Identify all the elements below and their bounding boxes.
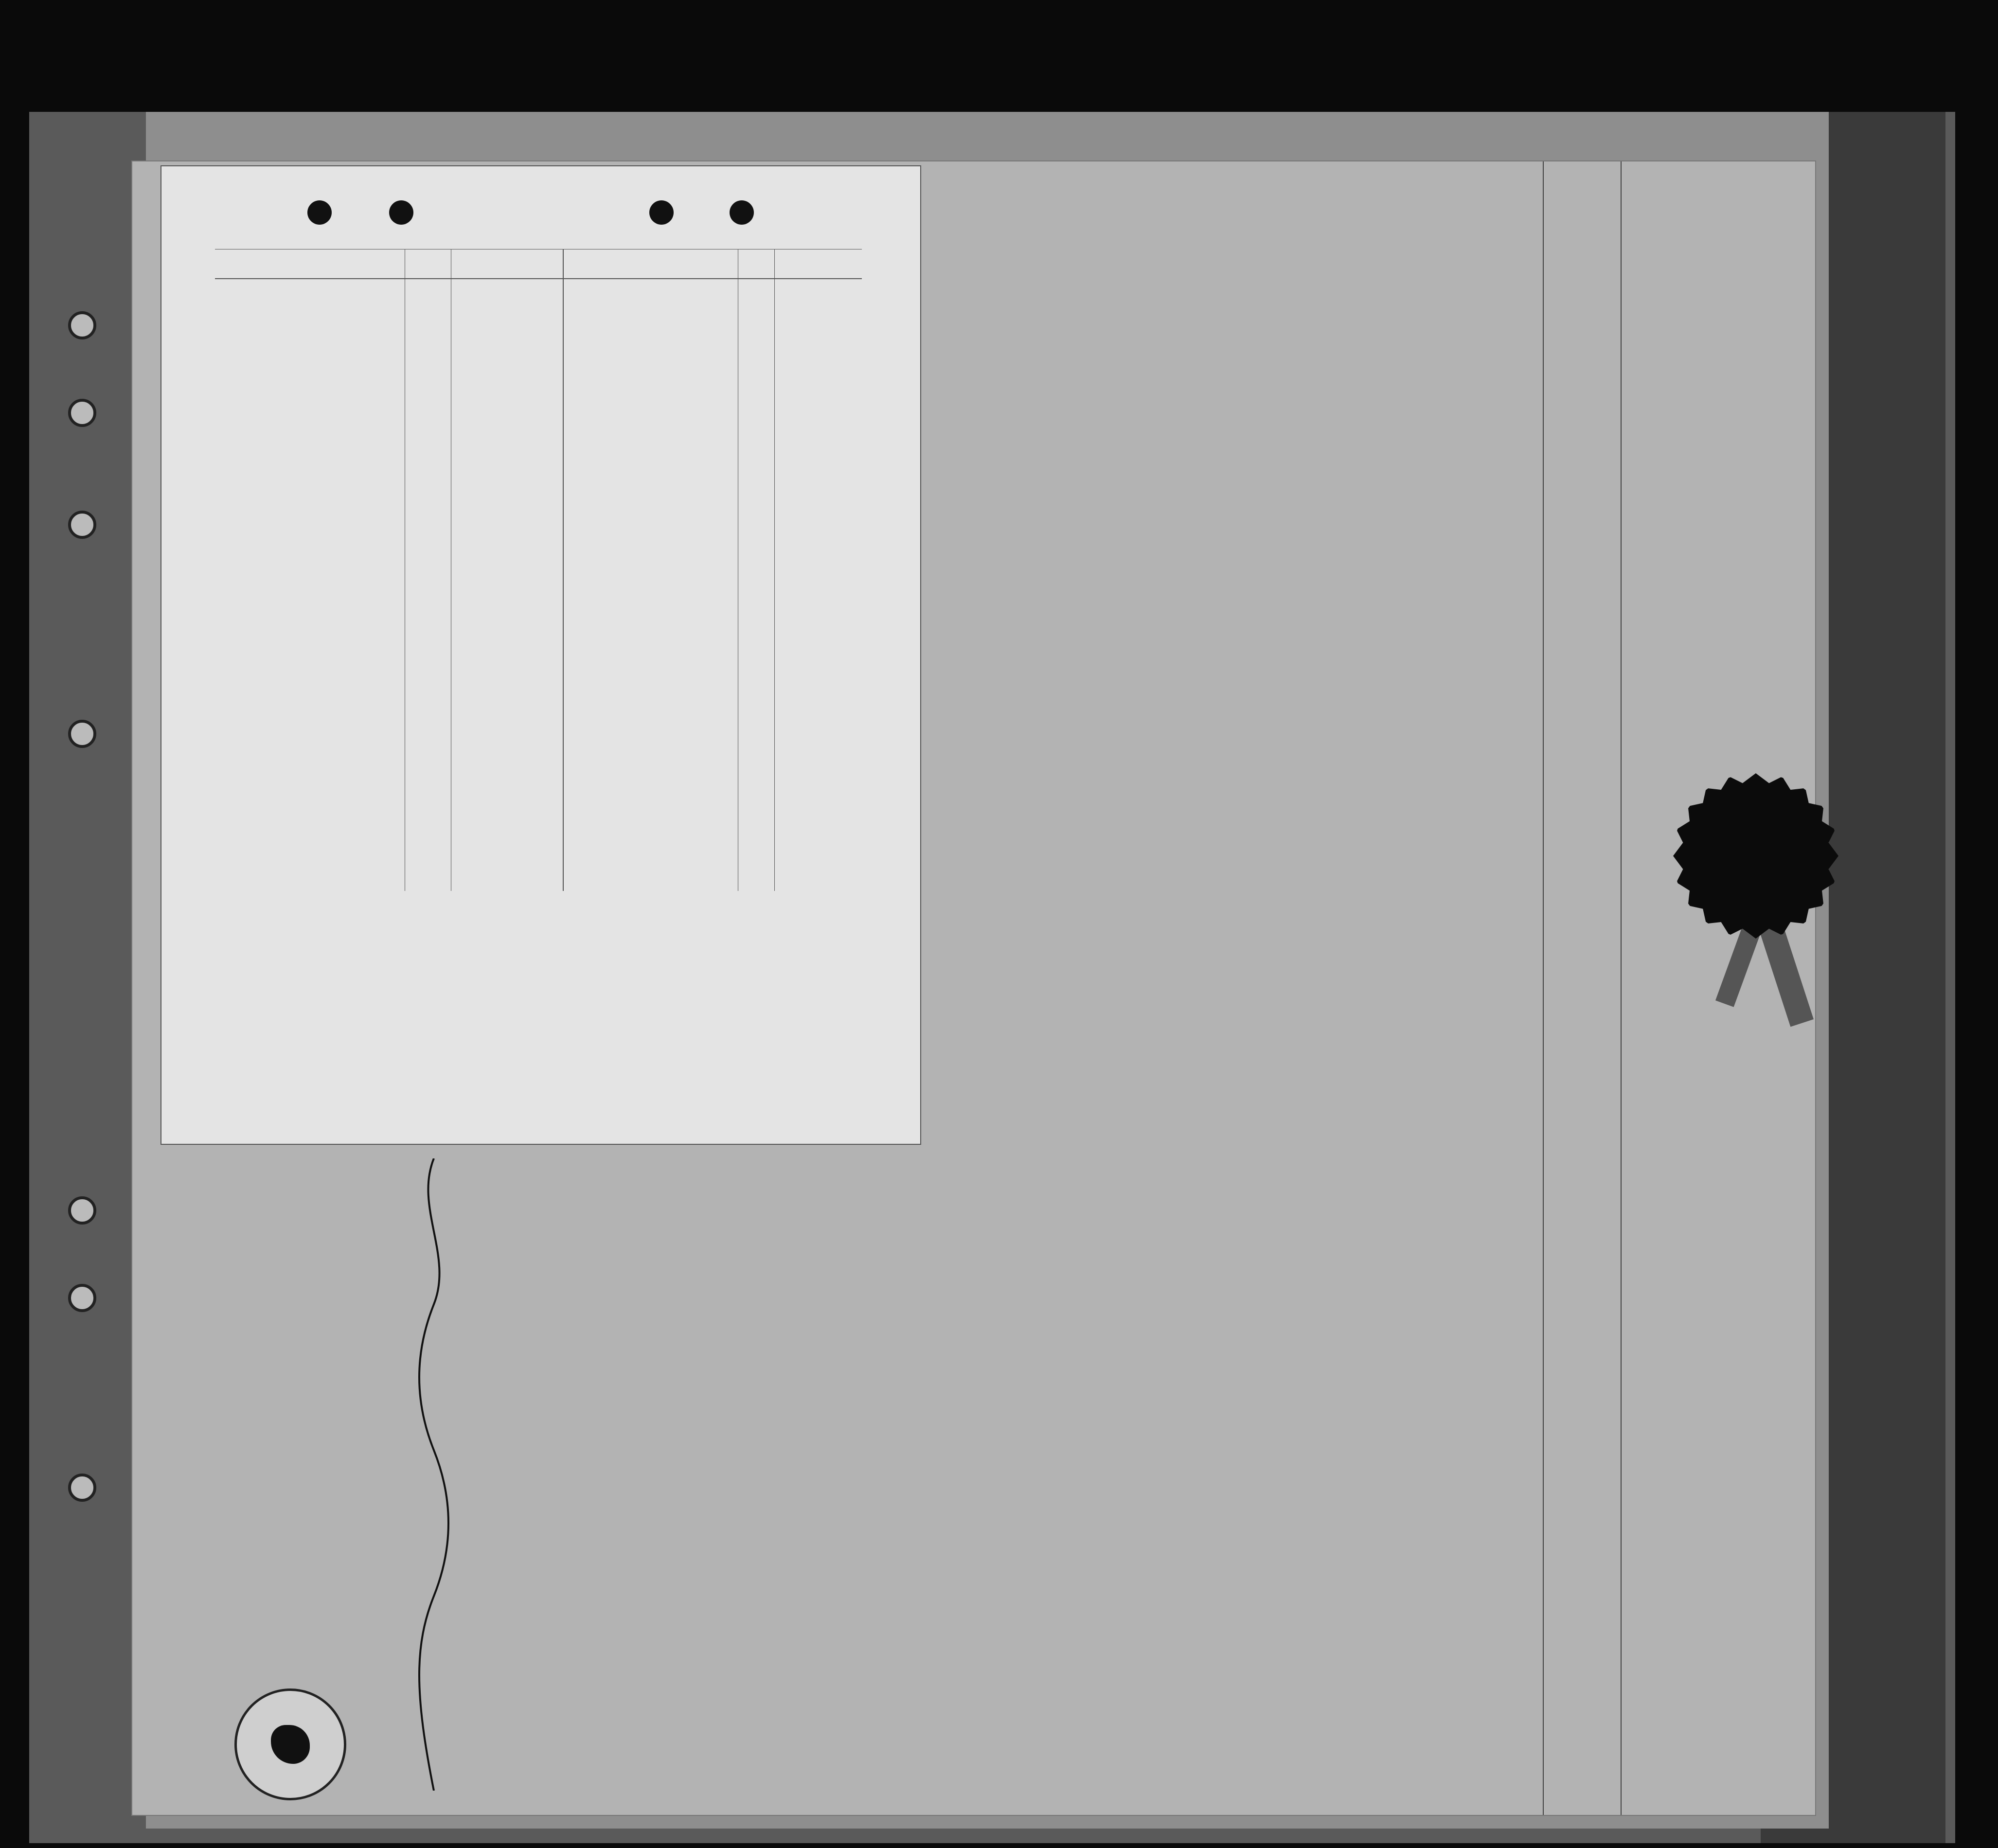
binder-ring-hole <box>68 399 96 427</box>
binder-ring-hole <box>68 1196 96 1225</box>
punch-hole <box>730 200 754 225</box>
header-rule <box>1621 161 1622 1815</box>
consulate-eagle-emblem <box>271 1725 310 1764</box>
punch-hole <box>649 200 674 225</box>
binder-ring-hole <box>68 311 96 339</box>
binder-ring-hole <box>68 720 96 748</box>
seamen-signed-on-page <box>161 165 921 1145</box>
table-rule <box>215 278 862 279</box>
punch-hole <box>389 200 413 225</box>
punch-hole <box>307 200 332 225</box>
header-rule <box>1543 161 1544 1815</box>
table-col-rule <box>774 249 775 891</box>
binder-ring-hole <box>68 511 96 539</box>
handwritten-tick-line <box>405 1158 463 1791</box>
consulate-stamp <box>234 1688 346 1800</box>
binder-ring-hole <box>68 1284 96 1312</box>
binder-ring-hole <box>68 1474 96 1502</box>
table-col-rule <box>563 249 564 891</box>
